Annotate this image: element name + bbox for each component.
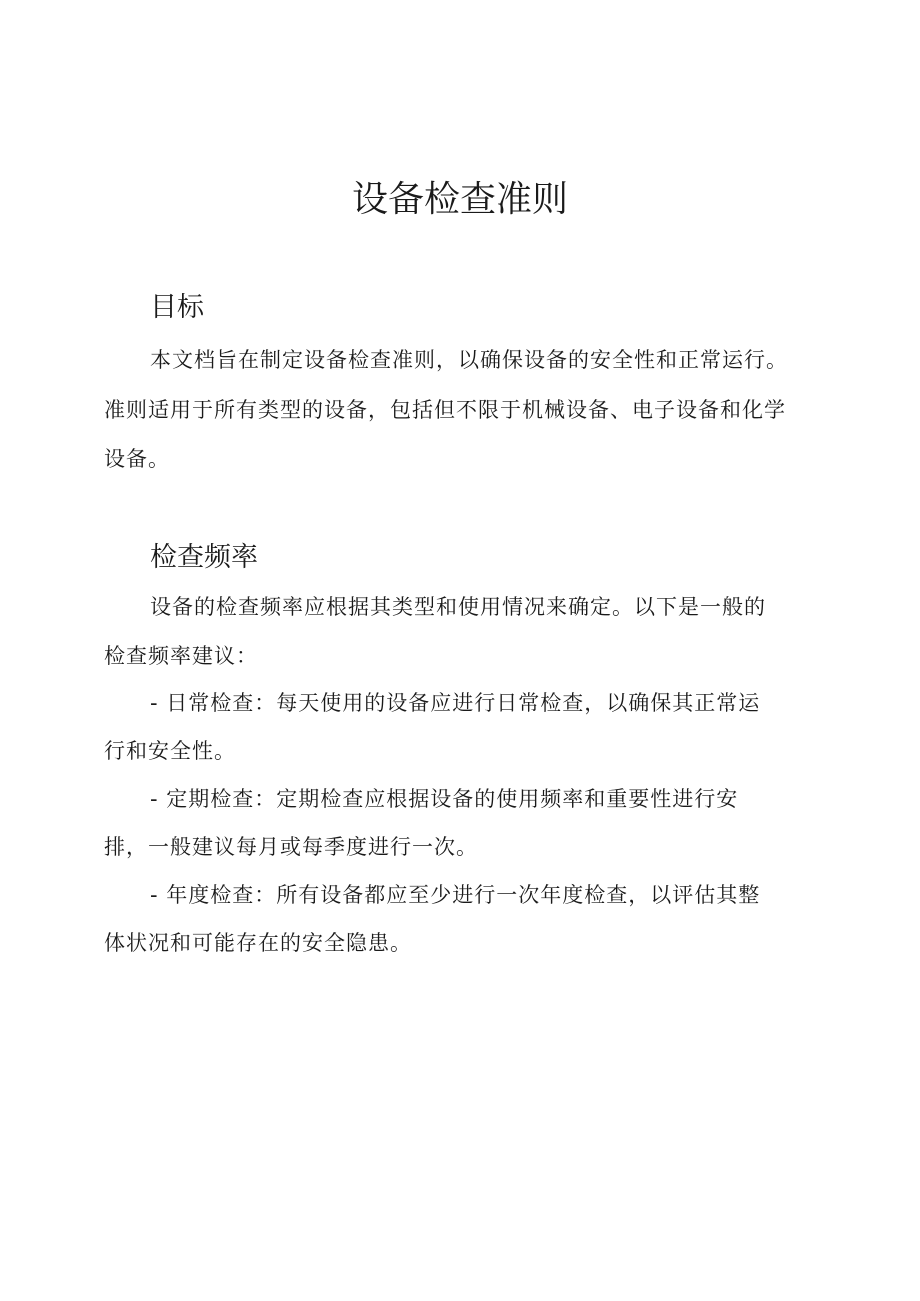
paragraph-line: 设备的检查频率应根据其类型和使用情况来确定。以下是一般的	[150, 595, 766, 619]
list-item-line: 排，一般建议每月或每季度进行一次。	[104, 835, 478, 859]
paragraph-line: 设备。	[104, 447, 170, 471]
list-item-line: - 定期检查：定期检查应根据设备的使用频率和重要性进行安	[150, 787, 739, 811]
document-title: 设备检查准则	[351, 179, 568, 220]
paragraph-line: 准则适用于所有类型的设备，包括但不限于机械设备、电子设备和化学	[104, 398, 786, 422]
section-heading-goal: 目标	[150, 292, 204, 323]
list-item-line: - 年度检查：所有设备都应至少进行一次年度检查，以评估其整	[150, 883, 761, 907]
paragraph-line: 本文档旨在制定设备检查准则，以确保设备的安全性和正常运行。	[150, 348, 788, 372]
list-item-line: - 日常检查：每天使用的设备应进行日常检查，以确保其正常运	[150, 691, 761, 715]
list-item-line: 体状况和可能存在的安全隐患。	[104, 931, 412, 955]
paragraph-line: 检查频率建议：	[104, 644, 258, 668]
list-item-line: 行和安全性。	[104, 739, 236, 763]
section-heading-frequency: 检查频率	[150, 542, 258, 573]
